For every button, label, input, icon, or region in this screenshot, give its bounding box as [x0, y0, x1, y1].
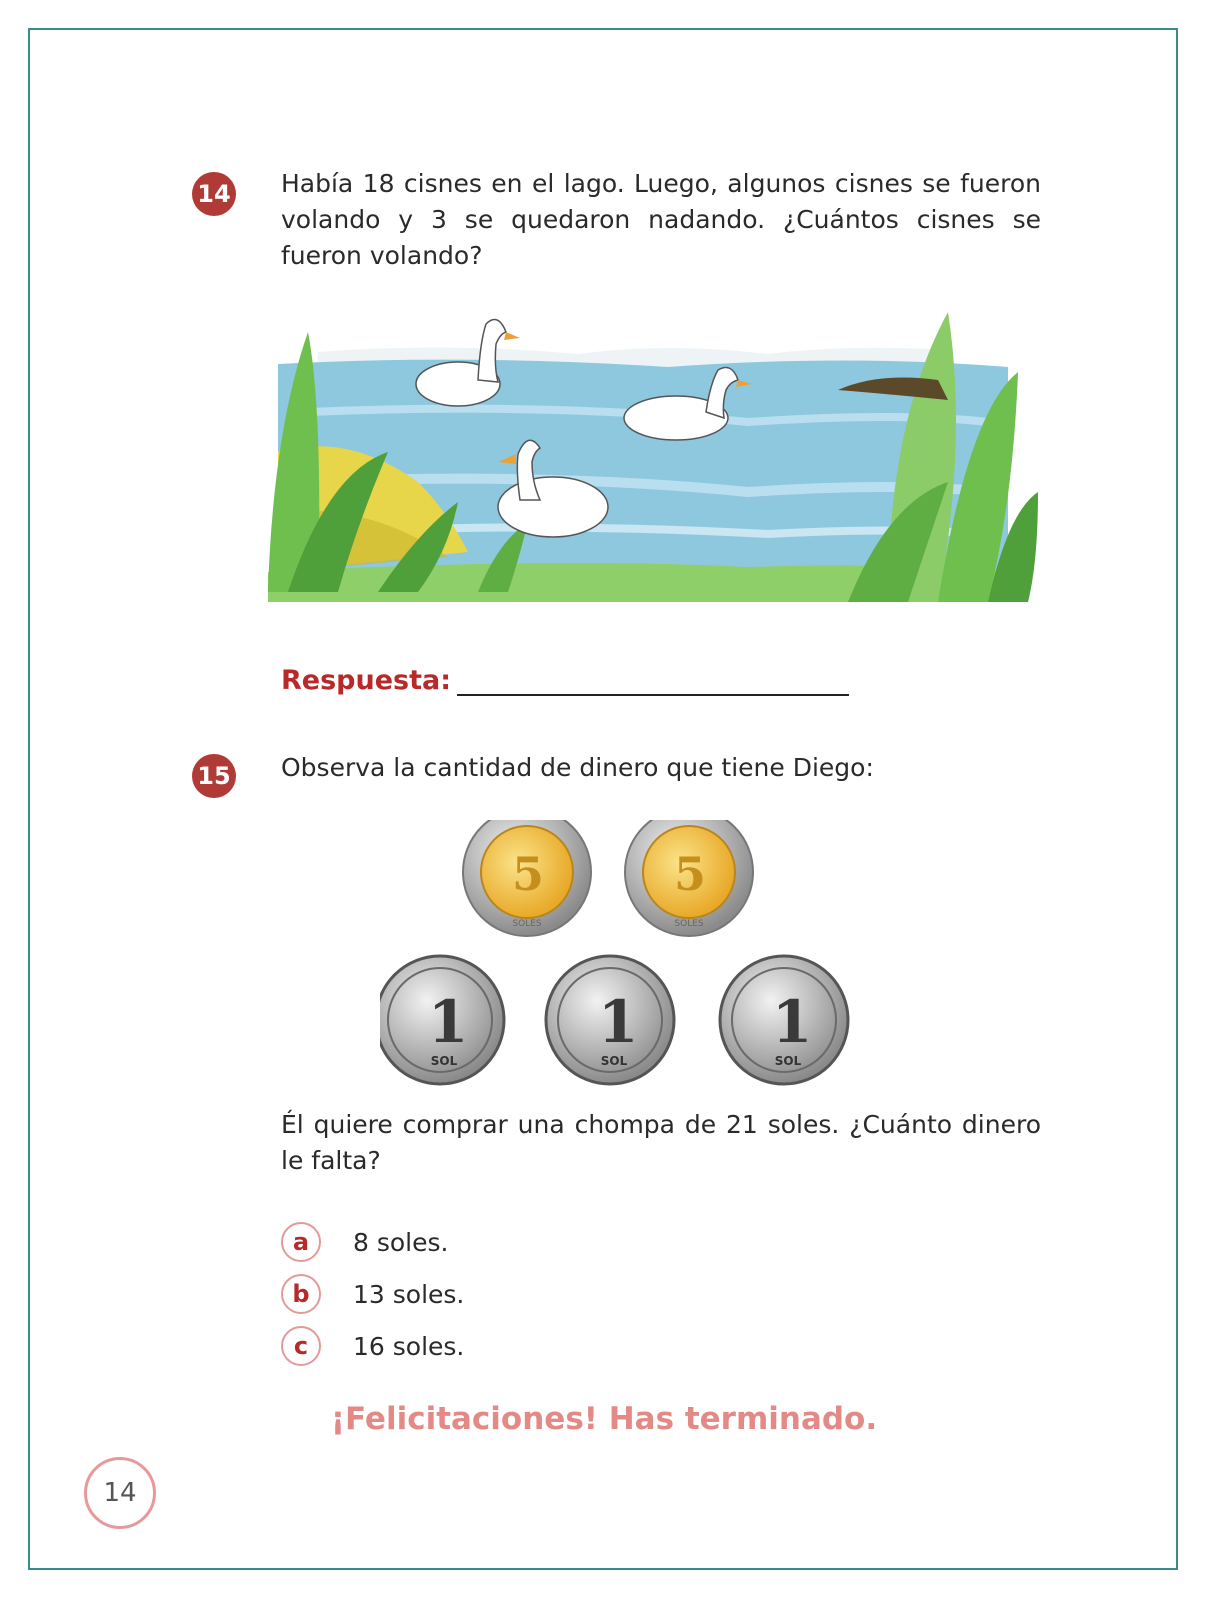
coin-unit-text: SOL — [600, 1054, 628, 1068]
coin-value-text: 5 — [674, 847, 707, 901]
option-letter[interactable]: c — [281, 1326, 321, 1366]
option-letter[interactable]: a — [281, 1222, 321, 1262]
option-c[interactable] — [281, 1326, 464, 1366]
option-b[interactable] — [281, 1274, 464, 1314]
answer-label: Respuesta: — [281, 665, 452, 696]
coin-5-soles — [625, 820, 753, 936]
lake-swans-illustration — [248, 272, 1042, 624]
coin-unit-text: SOLES — [674, 919, 704, 929]
page-number: 14 — [84, 1457, 156, 1529]
coin-value-text: 5 — [512, 847, 545, 901]
option-text: 8 soles. — [353, 1227, 449, 1257]
coin-1-sol — [380, 956, 504, 1084]
coin-value-text: 1 — [428, 988, 469, 1056]
question-text: Había 18 cisnes en el lago. Luego, algunos cisnes se fueron volando y 3 se quedaron nadando. ¿Cuántos cisnes se fueron volando? — [281, 169, 1041, 270]
coin-5-soles — [463, 820, 591, 936]
coin-value-text: 1 — [598, 988, 639, 1056]
question-intro: Observa la cantidad de dinero que tiene Diego: — [281, 753, 874, 782]
coin-unit-text: SOL — [430, 1054, 458, 1068]
answer-row — [281, 664, 849, 696]
option-a[interactable] — [281, 1222, 448, 1262]
option-text: 16 soles. — [353, 1331, 465, 1361]
answer-line[interactable] — [457, 664, 849, 696]
question-number-badge: 15 — [192, 754, 236, 798]
coin-unit-text: SOL — [774, 1054, 802, 1068]
option-text: 13 soles. — [353, 1279, 465, 1309]
question-number-badge: 14 — [192, 172, 236, 216]
coin-1-sol — [546, 956, 674, 1084]
coin-1-sol — [720, 956, 848, 1084]
coin-unit-text: SOLES — [512, 919, 542, 929]
coin-value-text: 1 — [772, 988, 813, 1056]
option-letter[interactable]: b — [281, 1274, 321, 1314]
coins-illustration — [380, 820, 880, 1110]
congratulations-message: ¡Felicitaciones! Has terminado. — [330, 1401, 878, 1437]
question-text: Él quiere comprar una chompa de 21 soles. ¿Cuánto dinero le falta? — [281, 1110, 1041, 1175]
